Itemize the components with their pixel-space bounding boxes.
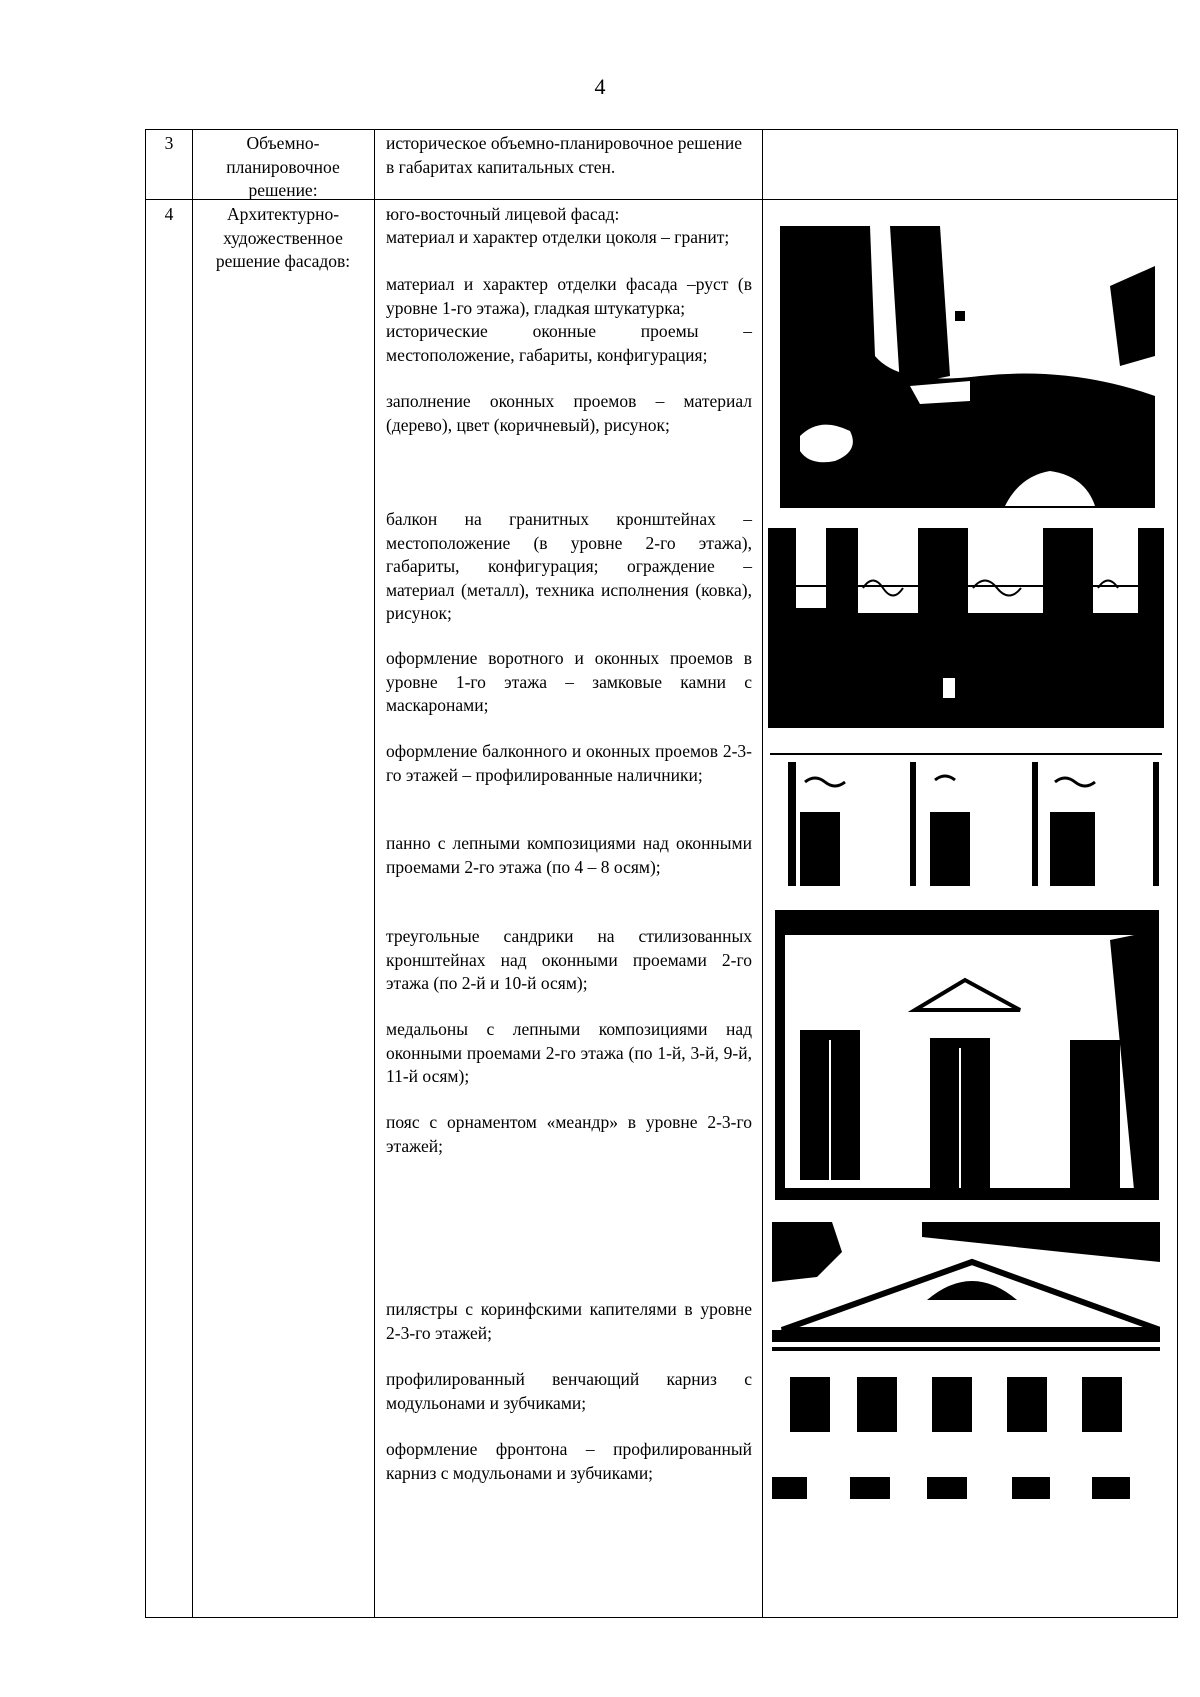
window-surrounds-photo — [770, 752, 1162, 886]
facade-paragraph: материал и характер отделки цоколя – гранит; — [386, 227, 730, 247]
facade-paragraph: панно с лепными композициями над оконными проемами 2-го этажа (по 4 – 8 осям); — [386, 833, 752, 877]
facade-paragraph: материал и характер отделки фасада –руст (в уровне 1-го этажа), гладкая штукатурка; — [386, 274, 752, 318]
row-3-number: 3 — [164, 133, 174, 153]
column-divider — [374, 129, 375, 1618]
row-4-number: 4 — [164, 204, 174, 224]
facade-paragraph: оформление фронтона – профилированный карниз с модульонами и зубчиками; — [386, 1439, 752, 1483]
facade-paragraph: пояс с орнаментом «меандр» в уровне 2-3-го этажей; — [386, 1112, 752, 1156]
facade-paragraph: медальоны с лепными композициями над оконными проемами 2-го этажа (по 1-й, 3-й, 9-й, 11-й осям); — [386, 1019, 752, 1086]
facade-paragraph: исторические оконные проемы – местоположение, габариты, конфигурация; — [386, 321, 752, 365]
sandrik-windows-photo — [775, 910, 1159, 1200]
facade-paragraph: треугольные сандрики на стилизованных кронштейнах над оконными проемами 2-го этажа (по 2-й и 10-й осям); — [386, 926, 752, 993]
column-divider — [762, 129, 763, 1618]
pediment-photo — [772, 1222, 1160, 1502]
page-number: 4 — [594, 74, 606, 99]
facade-paragraph: оформление балконного и оконных проемов 2-3-го этажей – профилированные наличники; — [386, 741, 752, 785]
facade-paragraph: юго-восточный лицевой фасад: — [386, 204, 620, 224]
column-divider — [192, 129, 193, 1618]
row-3-name: Объемно-планировочное решение: — [226, 133, 340, 200]
row-4-name: Архитектурно-художественное решение фасадов: — [215, 204, 351, 271]
facade-paragraph: балкон на гранитных кронштейнах – местоположение (в уровне 2-го этажа), габариты, конфигурация; ограждение – материал (металл), техника исполнения (ковка), рисунок; — [386, 509, 752, 623]
row-3-description: историческое объемно-планировочное решение в габаритах капитальных стен. — [386, 133, 743, 177]
facade-photo-1 — [780, 226, 1155, 508]
balcony-photo — [768, 528, 1164, 728]
facade-paragraph: профилированный венчающий карниз с модульонами и зубчиками; — [386, 1369, 752, 1413]
facade-paragraph: оформление воротного и оконных проемов в уровне 1-го этажа – замковые камни с маскаронами; — [386, 648, 752, 715]
facade-paragraph: пилястры с коринфскими капителями в уровне 2-3-го этажей; — [386, 1299, 752, 1343]
facade-paragraph: заполнение оконных проемов – материал (дерево), цвет (коричневый), рисунок; — [386, 391, 752, 435]
